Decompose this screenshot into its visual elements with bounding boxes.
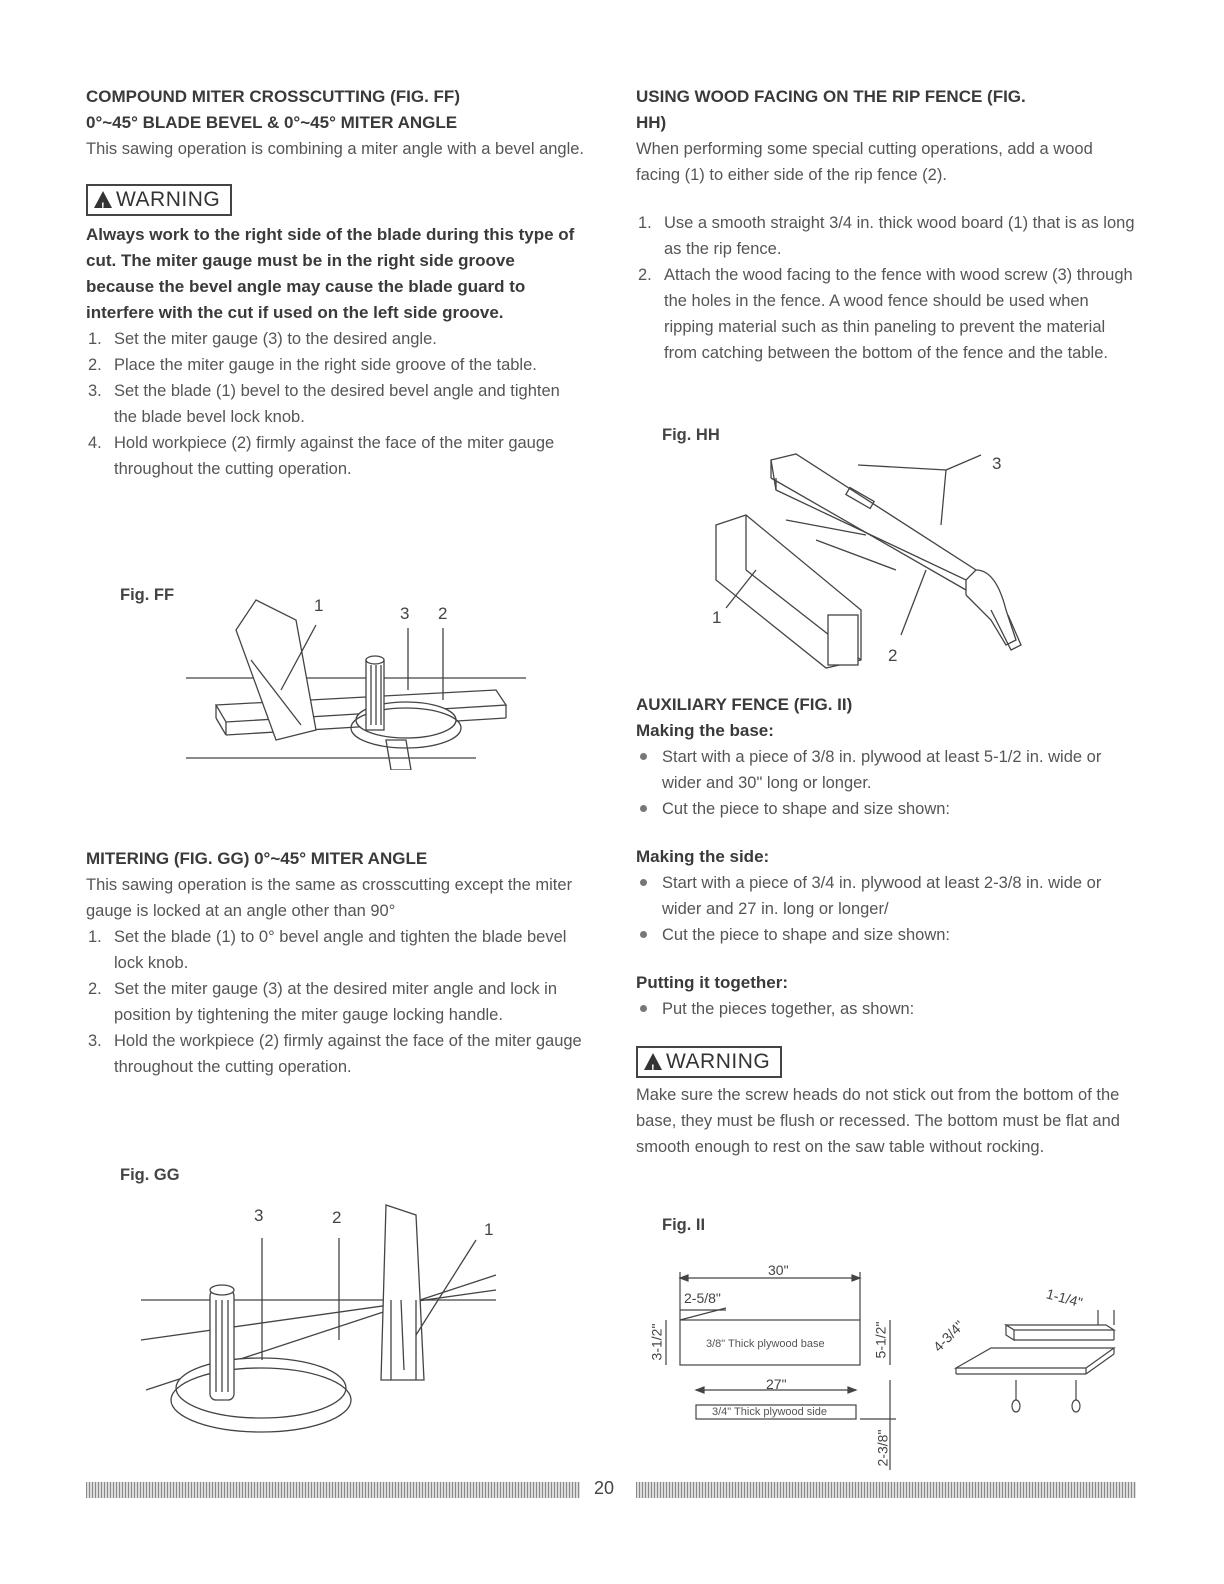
wood-facing-heading: USING WOOD FACING ON THE RIP FENCE (FIG. HH): [636, 87, 1026, 132]
list-item: 3. Set the blade (1) bevel to the desired bevel angle and tighten the blade bevel lock knob.: [88, 382, 560, 426]
warning-label: WARNING: [666, 1050, 771, 1073]
footer-bar-left: [86, 1482, 580, 1498]
compound-miter-subheading: 0°~45° BLADE BEVEL & 0°~45° MITER ANGLE: [86, 113, 458, 132]
callout-3: 3: [400, 604, 410, 623]
aux-fence-section: [636, 692, 1136, 1160]
callout-1: 1: [712, 608, 722, 627]
callout-2: 2: [332, 1208, 342, 1227]
list-item: Put the pieces together, as shown:: [636, 996, 1136, 1022]
warning-badge: [86, 184, 232, 216]
mitering-steps-list: [86, 924, 586, 1080]
warning-icon: [94, 191, 112, 208]
dim-30: 30": [768, 1262, 789, 1278]
warning-icon: [644, 1053, 662, 1070]
left-column: [86, 84, 586, 482]
dim-4-3-4: 4-3/4": [929, 1317, 968, 1355]
list-item: 4. Hold workpiece (2) firmly against the face of the miter gauge throughout the cutting operation.: [88, 434, 555, 478]
list-item: 2. Set the miter gauge (3) at the desired miter angle and lock in position by tightening the miter gauge locking handle.: [88, 980, 557, 1024]
callout-1: 1: [484, 1220, 494, 1239]
side-text: 3/4" Thick plywood side: [712, 1406, 827, 1418]
figure-hh-label: Fig. HH: [662, 426, 720, 444]
figure-ff-drawing: [86, 580, 586, 770]
base-list: [636, 744, 1136, 822]
dim-3-1-2: 3-1/2": [648, 1323, 665, 1361]
dim-1-1-4: 1-1/4": [1044, 1285, 1085, 1311]
list-item: Cut the piece to shape and size shown:: [636, 922, 1136, 948]
aux-fence-heading: AUXILIARY FENCE (FIG. II): [636, 695, 853, 714]
callout-1: 1: [314, 596, 324, 615]
figure-ii: [636, 1210, 1136, 1480]
figure-hh: [636, 420, 1136, 670]
putting-together-heading: Putting it together:: [636, 973, 789, 992]
dim-2-3-8: 2-3/8": [874, 1429, 891, 1467]
figure-hh-drawing: [636, 420, 1136, 670]
callout-2: 2: [888, 646, 898, 665]
warning-text-right: Make sure the screw heads do not stick out from the bottom of the base, they must be flush or recessed. The bottom must be flat and smooth enough to rest on the saw table without rocking.: [636, 1086, 1120, 1156]
compound-miter-intro: This sawing operation is combining a miter angle with a bevel angle.: [86, 140, 585, 158]
wood-facing-steps: [636, 210, 1136, 366]
making-side-heading: Making the side:: [636, 847, 770, 866]
page-number: 20: [594, 1478, 615, 1498]
list-item: 2. Place the miter gauge in the right side groove of the table.: [88, 356, 537, 374]
figure-gg-label: Fig. GG: [120, 1166, 180, 1184]
list-item: 1. Set the miter gauge (3) to the desired angle.: [88, 330, 437, 348]
side-list: [636, 870, 1136, 948]
mitering-heading: MITERING (FIG. GG) 0°~45° MITER ANGLE: [86, 849, 428, 868]
mitering-intro: This sawing operation is the same as crosscutting except the miter gauge is locked at an angle other than 90°: [86, 876, 573, 920]
dim-2-5-8: 2-5/8": [684, 1290, 721, 1306]
list-item: 2. Attach the wood facing to the fence with wood screw (3) through the holes in the fence. A wood fence should be used when ripping material such as thin paneling to prevent the material from catching between the bottom of the fence and the table.: [638, 266, 1133, 362]
wood-facing-intro: When performing some special cutting operations, add a wood facing (1) to either side of the rip fence (2).: [636, 140, 1093, 184]
warning-block-right: [636, 1046, 1136, 1078]
figure-gg: [86, 1160, 586, 1450]
list-item: Start with a piece of 3/4 in. plywood at least 2-3/8 in. wide or wider and 27 in. long or longer/: [636, 870, 1136, 922]
compound-steps-list: [86, 326, 586, 482]
figure-ff: [86, 580, 586, 770]
compound-miter-heading: COMPOUND MITER CROSSCUTTING (FIG. FF): [86, 87, 460, 106]
callout-3: 3: [254, 1206, 264, 1225]
warning-text-left: Always work to the right side of the blade during this type of cut. The miter gauge must be in the right side groove because the bevel angle may cause the blade guard to interfere with the cut if used on the left side groove.: [86, 225, 575, 322]
dim-27: 27": [766, 1376, 787, 1392]
callout-3: 3: [992, 454, 1002, 473]
warning-block-left: [86, 184, 586, 216]
footer-bar-right: [636, 1482, 1136, 1498]
warning-label: WARNING: [116, 188, 221, 211]
figure-gg-detail: [86, 1160, 586, 1450]
warning-badge: [636, 1046, 782, 1078]
figure-ii-label: Fig. II: [662, 1216, 706, 1234]
figure-ff-label: Fig. FF: [120, 586, 175, 604]
together-list: [636, 996, 1136, 1022]
making-base-heading: Making the base:: [636, 721, 774, 740]
right-column: [636, 84, 1136, 366]
list-item: 3. Hold the workpiece (2) firmly against the face of the miter gauge throughout the cutting operation.: [88, 1032, 582, 1076]
callout-2: 2: [438, 604, 448, 623]
mitering-section: [86, 846, 586, 1080]
dim-5-1-2: 5-1/2": [872, 1321, 889, 1359]
list-item: Cut the piece to shape and size shown:: [636, 796, 1136, 822]
list-item: 1. Use a smooth straight 3/4 in. thick wood board (1) that is as long as the rip fence.: [638, 214, 1135, 258]
base-text: 3/8" Thick plywood base: [706, 1338, 825, 1350]
list-item: 1. Set the blade (1) to 0° bevel angle and tighten the blade bevel lock knob.: [88, 928, 567, 972]
list-item: Start with a piece of 3/8 in. plywood at least 5-1/2 in. wide or wider and 30" long or longer.: [636, 744, 1136, 796]
